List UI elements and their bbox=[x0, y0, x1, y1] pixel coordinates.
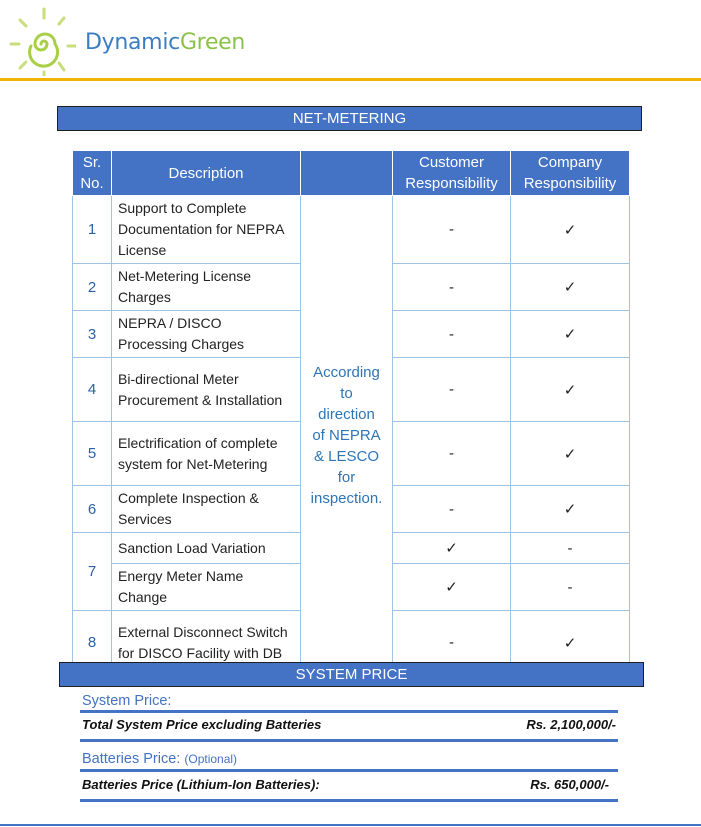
row-customer: ✓ bbox=[393, 564, 511, 611]
row-description: Complete Inspection & Services bbox=[112, 486, 301, 533]
batteries-price-label: Batteries Price: bbox=[82, 751, 181, 767]
header-customer: Customer Responsibility bbox=[393, 151, 511, 196]
header-blank bbox=[301, 151, 393, 196]
system-price-rule bbox=[80, 710, 618, 713]
net-metering-table bbox=[72, 150, 630, 675]
row-customer: - bbox=[393, 196, 511, 264]
system-price-row-label: Total System Price excluding Batteries bbox=[82, 717, 322, 732]
row-description: Bi-directional Meter Procurement & Installation bbox=[112, 358, 301, 422]
brand-name-part2: Green bbox=[179, 30, 246, 55]
merged-direction-note: According to direction of NEPRA & LESCO for inspection. bbox=[301, 196, 393, 675]
row-description: Energy Meter Name Change bbox=[112, 564, 301, 611]
header-sr: Sr. No. bbox=[73, 151, 112, 196]
row-description: Net-Metering License Charges bbox=[112, 264, 301, 311]
row-company: ✓ bbox=[511, 486, 630, 533]
row-sr: 2 bbox=[73, 264, 112, 311]
row-sr: 1 bbox=[73, 196, 112, 264]
brand-name-part1: Dynamic bbox=[85, 30, 180, 55]
row-customer: - bbox=[393, 422, 511, 486]
row-customer: ✓ bbox=[393, 533, 511, 564]
batteries-price-value: Rs. 650,000/- bbox=[530, 777, 609, 792]
system-price-title: SYSTEM PRICE bbox=[59, 662, 644, 687]
batteries-price-rule-bottom bbox=[80, 799, 618, 802]
batteries-optional-label: (Optional) bbox=[184, 752, 238, 766]
row-sr: 6 bbox=[73, 486, 112, 533]
table-header-row bbox=[73, 151, 630, 196]
batteries-price-rule bbox=[80, 769, 618, 772]
row-customer: - bbox=[393, 611, 511, 675]
row-sr: 5 bbox=[73, 422, 112, 486]
row-description: Sanction Load Variation bbox=[112, 533, 301, 564]
batteries-price-row-label: Batteries Price (Lithium-Ion Batteries): bbox=[82, 777, 320, 792]
row-description: Support to Complete Documentation for NEPRA License bbox=[112, 196, 301, 264]
row-sr: 8 bbox=[73, 611, 112, 675]
net-metering-title: NET-METERING bbox=[57, 106, 642, 131]
row-company: - bbox=[511, 533, 630, 564]
row-description: External Disconnect Switch for DISCO Facility with DB bbox=[112, 611, 301, 675]
row-company: ✓ bbox=[511, 311, 630, 358]
sun-spiral-icon bbox=[8, 6, 76, 76]
row-company: ✓ bbox=[511, 611, 630, 675]
header-description: Description bbox=[112, 151, 301, 196]
row-company: - bbox=[511, 564, 630, 611]
row-customer: - bbox=[393, 264, 511, 311]
row-customer: - bbox=[393, 358, 511, 422]
row-company: ✓ bbox=[511, 358, 630, 422]
row-customer: - bbox=[393, 311, 511, 358]
row-customer: - bbox=[393, 486, 511, 533]
page-header bbox=[0, 0, 701, 82]
page-bottom-rule bbox=[0, 824, 701, 826]
system-price-rule-bottom bbox=[80, 739, 618, 742]
row-company: ✓ bbox=[511, 264, 630, 311]
row-sr: 3 bbox=[73, 311, 112, 358]
header-divider bbox=[0, 78, 701, 81]
table-row bbox=[73, 196, 630, 264]
brand-logo-text bbox=[85, 30, 245, 55]
batteries-price-label-group bbox=[82, 751, 237, 767]
system-price-value: Rs. 2,100,000/- bbox=[526, 717, 616, 732]
row-company: ✓ bbox=[511, 196, 630, 264]
row-sr: 7 bbox=[73, 533, 112, 611]
header-company: Company Responsibility bbox=[511, 151, 630, 196]
row-description: NEPRA / DISCO Processing Charges bbox=[112, 311, 301, 358]
system-price-label: System Price: bbox=[82, 693, 172, 709]
row-description: Electrification of complete system for Net-Metering bbox=[112, 422, 301, 486]
row-company: ✓ bbox=[511, 422, 630, 486]
row-sr: 4 bbox=[73, 358, 112, 422]
